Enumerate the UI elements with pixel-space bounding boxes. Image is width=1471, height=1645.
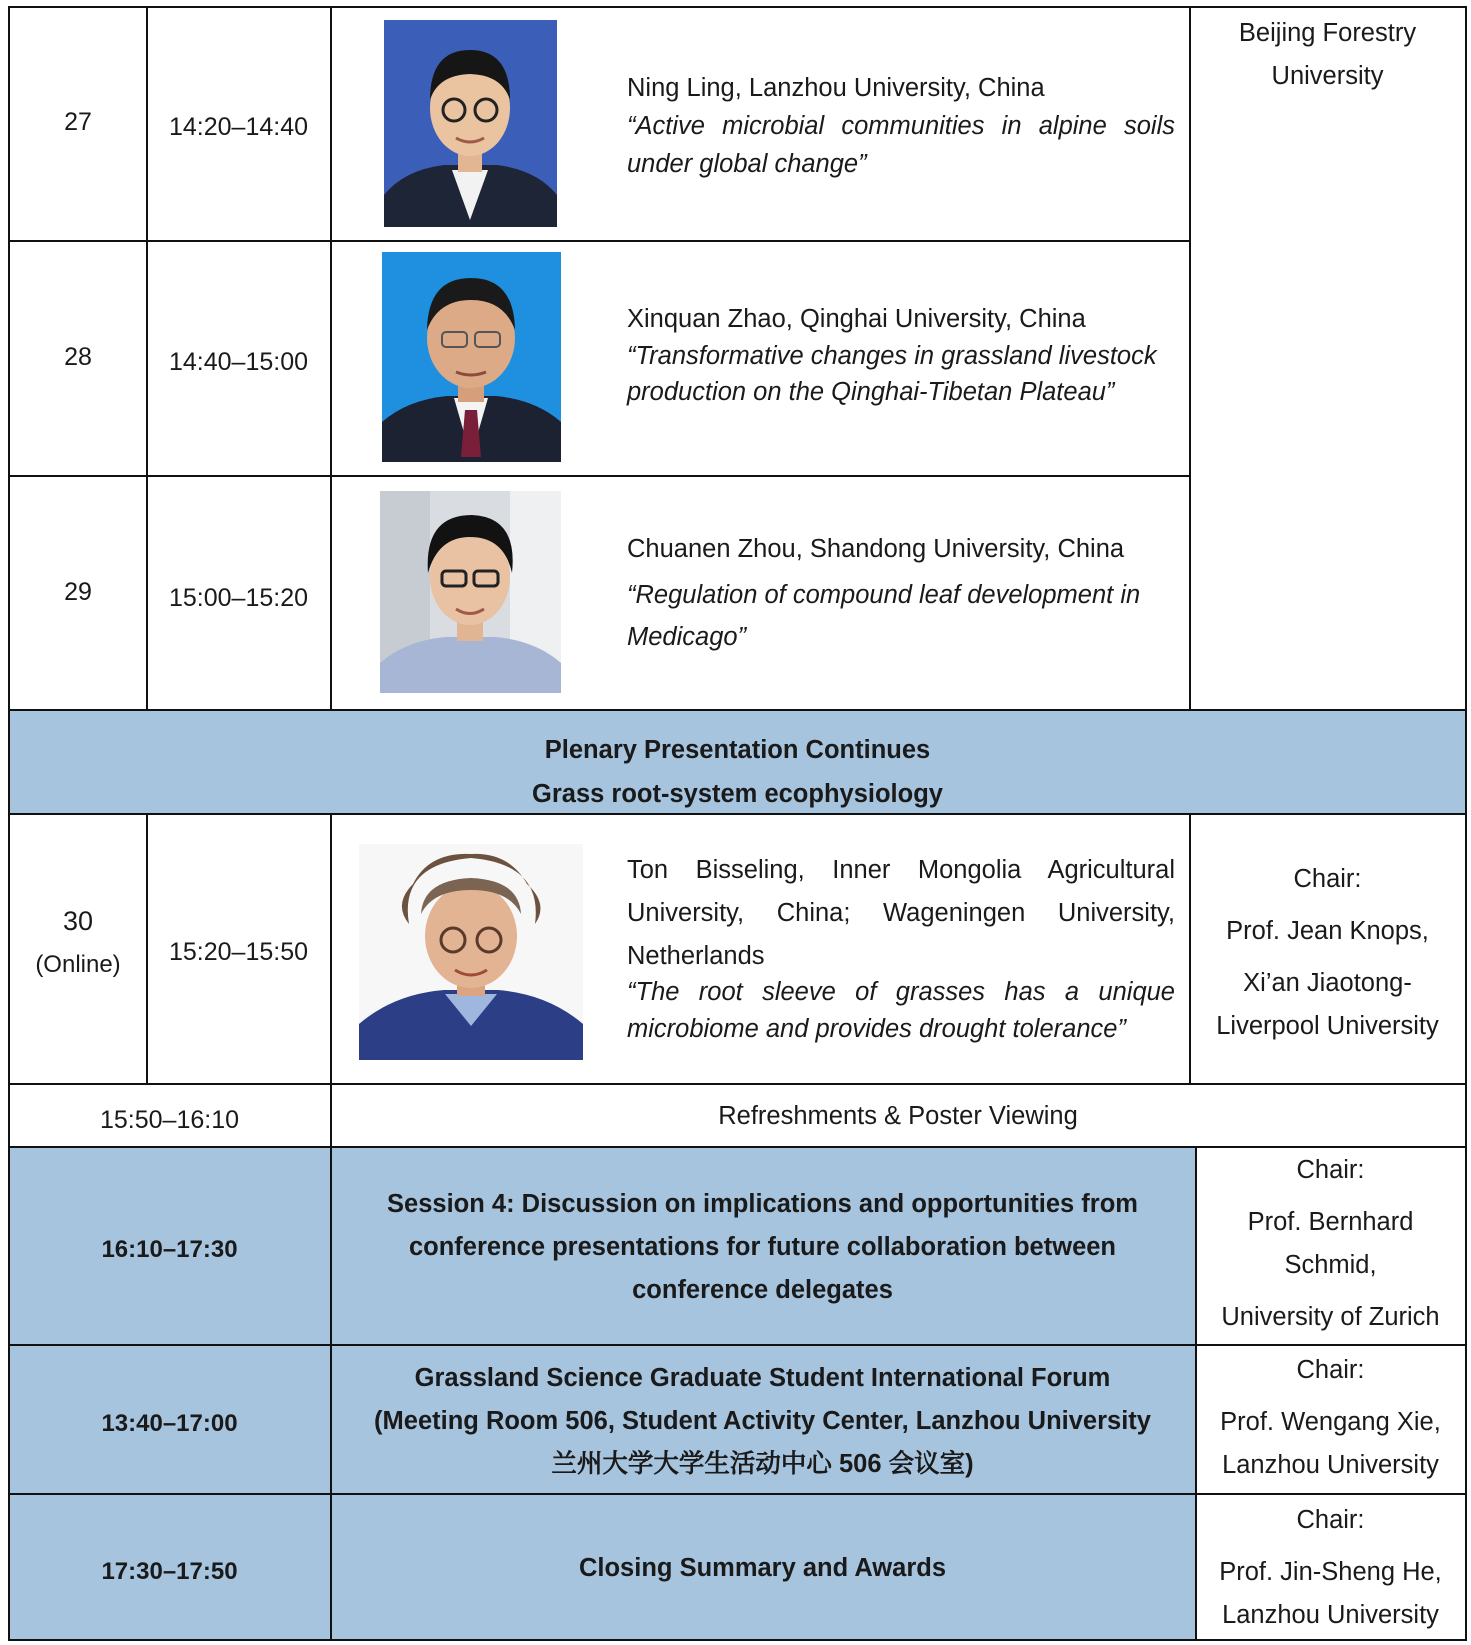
closing-chair <box>1195 1500 1466 1635</box>
break-time: 15:50–16:10 <box>99 1106 240 1134</box>
session-chair <box>1189 859 1466 1046</box>
column-divider <box>146 6 148 711</box>
chair-label: Chair: <box>1293 865 1362 893</box>
speaker-name: Ton Bisseling, Inner Mongolia Agricultural University, China; Wageningen University, Netherlands <box>627 856 1175 970</box>
forum-venue-chinese: 兰州大学大学生活动中心 506 会议室) <box>551 1450 974 1478</box>
chair-name: Schmid, <box>1284 1251 1377 1279</box>
chair-affiliation-line: Beijing Forestry <box>1238 19 1417 47</box>
chair-label: Chair: <box>1296 1506 1365 1534</box>
chair-affiliation-line: University <box>1271 62 1384 90</box>
session4-time: 16:10–17:30 <box>101 1236 238 1263</box>
plenary-banner-heading: Plenary Presentation Continues <box>544 736 931 764</box>
chair-name: Prof. Jean Knops, <box>1226 917 1429 945</box>
closing-time: 17:30–17:50 <box>101 1558 238 1585</box>
talk-number: 29 <box>64 578 92 606</box>
column-divider <box>1189 813 1191 1085</box>
session4-title-line: conference presentations for future collaboration between <box>408 1233 1117 1261</box>
column-divider <box>330 6 332 711</box>
forum-title <box>330 1357 1195 1486</box>
chair-name: Prof. Wengang Xie, <box>1220 1408 1441 1436</box>
chair-affiliation: Lanzhou University <box>1222 1451 1439 1479</box>
session4-title <box>330 1183 1195 1312</box>
session4-title-line: Session 4: Discussion on implications and opportunities from <box>387 1190 1138 1218</box>
talk-details <box>627 69 1175 183</box>
row-divider <box>8 240 1191 242</box>
session4-chair <box>1195 1150 1466 1337</box>
talk-title: “Regulation of compound leaf development in Medicago” <box>627 581 1141 651</box>
talk-time: 14:40–15:00 <box>168 348 309 376</box>
talk-time: 15:00–15:20 <box>168 584 309 612</box>
session4-title-line: conference delegates <box>632 1276 893 1304</box>
talk-number <box>9 906 147 979</box>
speaker-photo-ning-ling <box>384 20 557 227</box>
speaker-name: Ning Ling, Lanzhou University, China <box>627 74 1045 102</box>
table-border <box>1465 6 1467 1641</box>
row-divider <box>8 1083 1467 1085</box>
talk-title: “The root sleeve of grasses has a unique microbiome and provides drought tolerance” <box>627 978 1175 1043</box>
column-divider <box>330 1083 332 1641</box>
chair-affiliation-line: Liverpool University <box>1216 1012 1439 1040</box>
talk-title: “Active microbial communities in alpine soils under global change” <box>627 112 1175 178</box>
row-divider <box>8 813 1467 815</box>
talk-title: “Transformative changes in grassland livestock production on the Qinghai-Tibetan Plateau” <box>627 342 1157 406</box>
plenary-banner-topic: Grass root-system ecophysiology <box>532 780 943 808</box>
plenary-banner <box>9 728 1466 816</box>
talk-details <box>627 849 1175 1048</box>
speaker-name: Chuanen Zhou, Shandong University, China <box>627 535 1125 563</box>
forum-venue-line: (Meeting Room 506, Student Activity Center, Lanzhou University <box>374 1407 1151 1435</box>
table-border <box>8 1639 1467 1641</box>
break-label: Refreshments & Poster Viewing <box>718 1102 1078 1130</box>
column-divider <box>1195 1146 1197 1641</box>
speaker-photo-xinquan-zhao <box>382 252 561 462</box>
chair-name: Prof. Bernhard <box>1247 1208 1414 1236</box>
row-divider <box>8 1146 1467 1148</box>
chair-affiliation-line: Xi’an Jiaotong- <box>1243 969 1412 997</box>
row-divider <box>8 1493 1467 1495</box>
talk-number: 28 <box>64 343 92 371</box>
chair-affiliation: Lanzhou University <box>1222 1601 1439 1629</box>
forum-chair <box>1195 1350 1466 1485</box>
session-chair-affiliation <box>1189 12 1466 98</box>
row-divider <box>8 709 1467 711</box>
talk-number: 27 <box>64 108 92 136</box>
talk-details <box>627 530 1177 658</box>
table-border <box>8 6 10 1641</box>
column-divider <box>330 813 332 1085</box>
chair-affiliation: University of Zurich <box>1221 1303 1440 1331</box>
talk-number-value: 30 <box>62 906 94 936</box>
talk-details <box>627 300 1179 410</box>
talk-time: 15:20–15:50 <box>168 938 309 966</box>
row-divider <box>8 1344 1467 1346</box>
chair-label: Chair: <box>1296 1356 1365 1384</box>
talk-time: 14:20–14:40 <box>168 113 309 141</box>
speaker-photo-chuanen-zhou <box>380 491 561 693</box>
speaker-name: Xinquan Zhao, Qinghai University, China <box>627 305 1086 333</box>
table-border <box>8 6 1467 8</box>
column-divider <box>146 813 148 1085</box>
online-note: (Online) <box>35 951 121 978</box>
chair-name: Prof. Jin-Sheng He, <box>1219 1558 1442 1586</box>
chair-label: Chair: <box>1296 1156 1365 1184</box>
forum-time: 13:40–17:00 <box>101 1410 238 1437</box>
closing-title: Closing Summary and Awards <box>578 1554 946 1582</box>
speaker-photo-ton-bisseling <box>359 844 583 1060</box>
forum-title-line: Grassland Science Graduate Student International Forum <box>414 1364 1111 1392</box>
column-divider <box>1189 6 1191 711</box>
row-divider <box>8 475 1191 477</box>
